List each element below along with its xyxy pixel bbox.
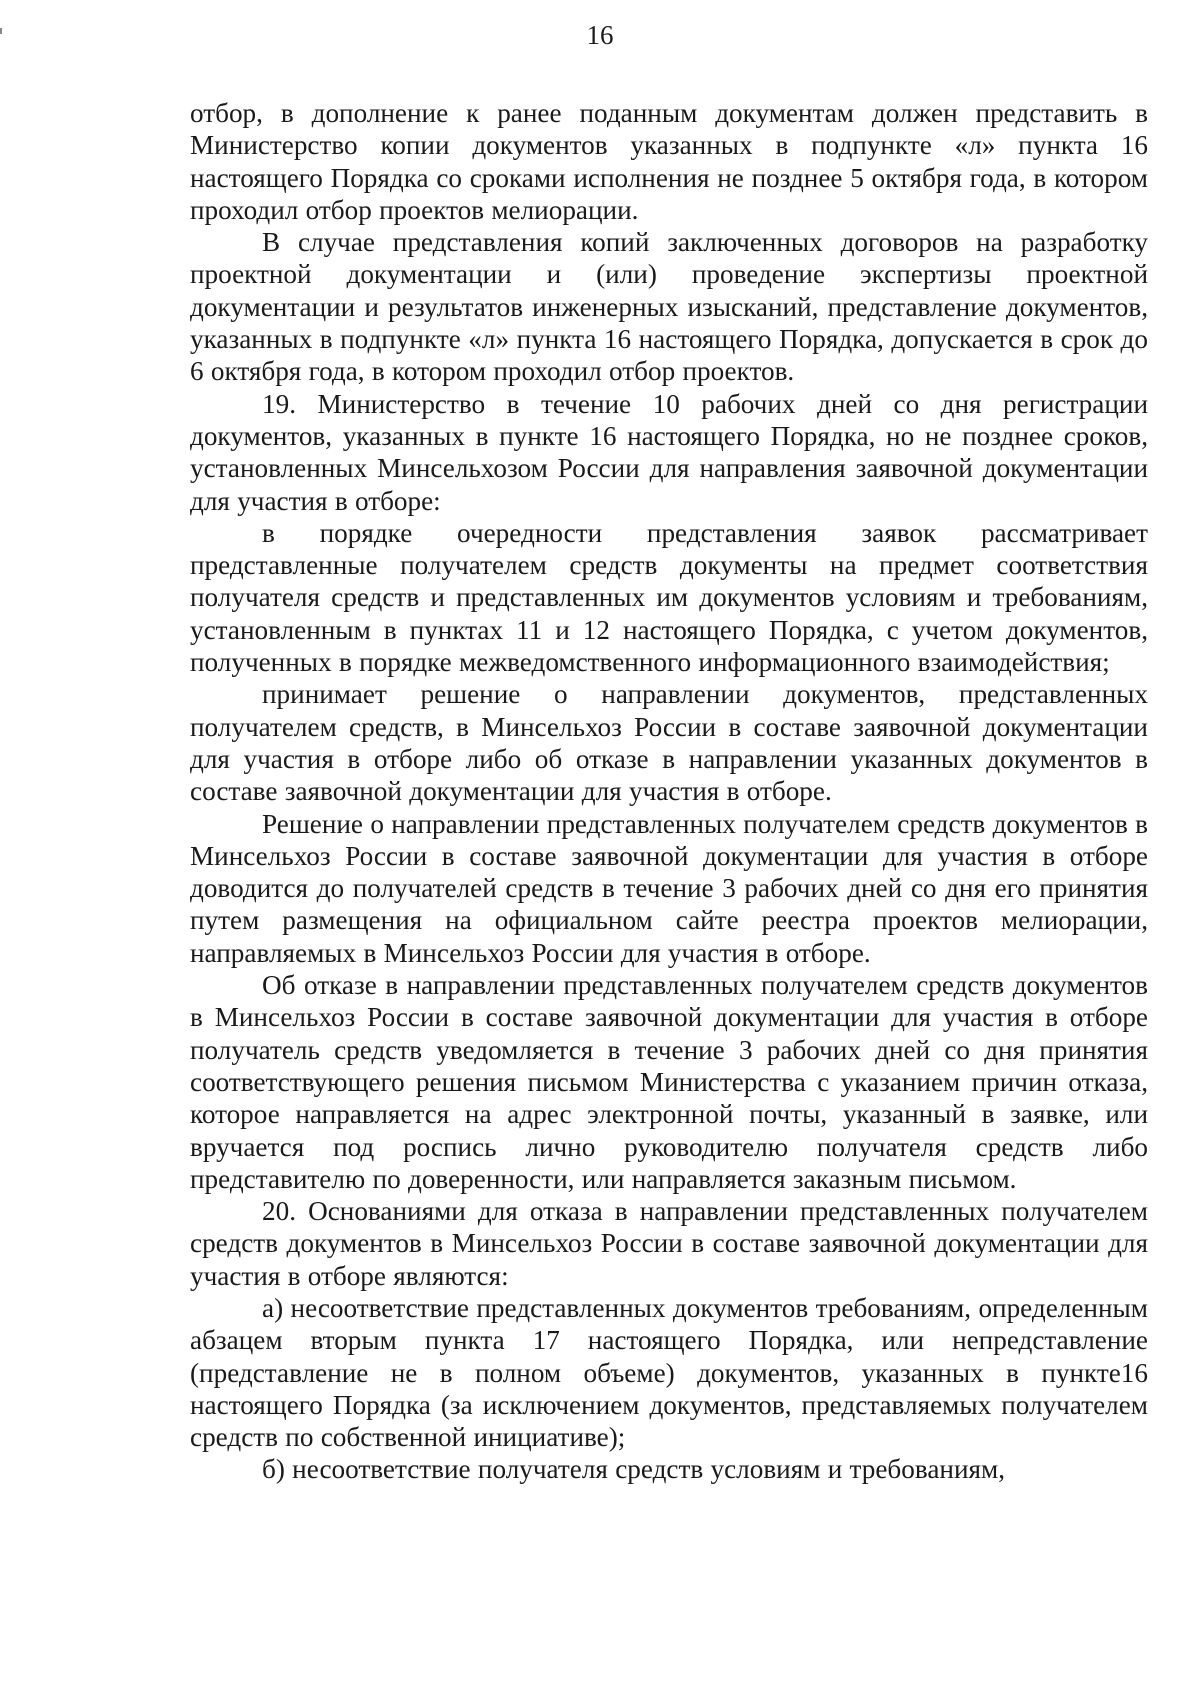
paragraph-item-19: 19. Министерство в течение 10 рабочих дней со дня регистрации документов, указанных в пункте 16 настоящего Порядка, но не позднее сроков, установленных Минсельхозом России для направления заявочной документации для участия в отборе: xyxy=(190,388,1148,516)
paragraph-continuation: отбор, в дополнение к ранее поданным документам должен представить в Министерство копии документов указанных в подпункте «л» пункта 16 настоящего Порядка со сроками исполнения не позднее 5 октября года, в котором проходил отбор проектов мелиорации. xyxy=(190,98,1148,225)
paragraph-review-order: в порядке очередности представления заявок рассматривает представленные получателем средств документы на предмет соответствия получателя средств и представленных им документов условиям и требованиям, установленным в пунктах 11 и 12 настоящего Порядка, с учетом документов, полученных в порядке межведомственного информационного взаимодействия; xyxy=(190,517,1148,678)
paragraph-decision-notice: Решение о направлении представленных получателем средств документов в Минсельхоз России в составе заявочной документации для участия в отборе доводится до получателей средств в течение 3 рабочих дней со дня его принятия путем размещения на официальном сайте реестра проектов мелиорации, направляемых в Минсельхоз России для участия в отборе. xyxy=(190,808,1148,968)
paragraph-subitem-b: б) несоответствие получателя средств условиям и требованиям, xyxy=(262,1454,1006,1485)
paragraph-refusal-notice: Об отказе в направлении представленных получателем средств документов в Минсельхоз России в составе заявочной документации для участия в отборе получатель средств уведомляется в течение 3 рабочих дней со дня принятия соответствующего решения письмом Министерства с указанием причин отказа, которое направляется на адрес электронной почты, указанный в заявке, или вручается под роспись лично руководителю получателя средств либо представителю по доверенности, или направляется заказным письмом. xyxy=(190,970,1148,1194)
page-number: 16 xyxy=(586,20,614,50)
paragraph-item-20: 20. Основаниями для отказа в направлении представленных получателем средств документов в Минсельхоз России в составе заявочной документации для участия в отборе являются: xyxy=(190,1196,1148,1291)
document-body xyxy=(190,97,1148,1486)
paragraph-decision: принимает решение о направлении документов, представленных получателем средств, в Минсельхоз России в составе заявочной документации для участия в отборе либо об отказе в направлении указанных документов в составе заявочной документации для участия в отборе. xyxy=(190,679,1148,807)
paragraph-copies-of-contracts: В случае представления копий заключенных договоров на разработку проектной документации и (или) проведение экспертизы проектной документации и результатов инженерных изысканий, представление документов, указанных в подпункте «л» пункта 16 настоящего Порядка, допускается в срок до 6 октября года, в котором проходил отбор проектов. xyxy=(190,227,1148,387)
paragraph-subitem-a: а) несоответствие представленных документов требованиям, определенным абзацем вторым пункта 17 настоящего Порядка, или непредставление (представление не в полном объеме) документов, указанных в пункте16 настоящего Порядка (за исключением документов, представляемых получателем средств по собственной инициативе); xyxy=(190,1292,1148,1453)
